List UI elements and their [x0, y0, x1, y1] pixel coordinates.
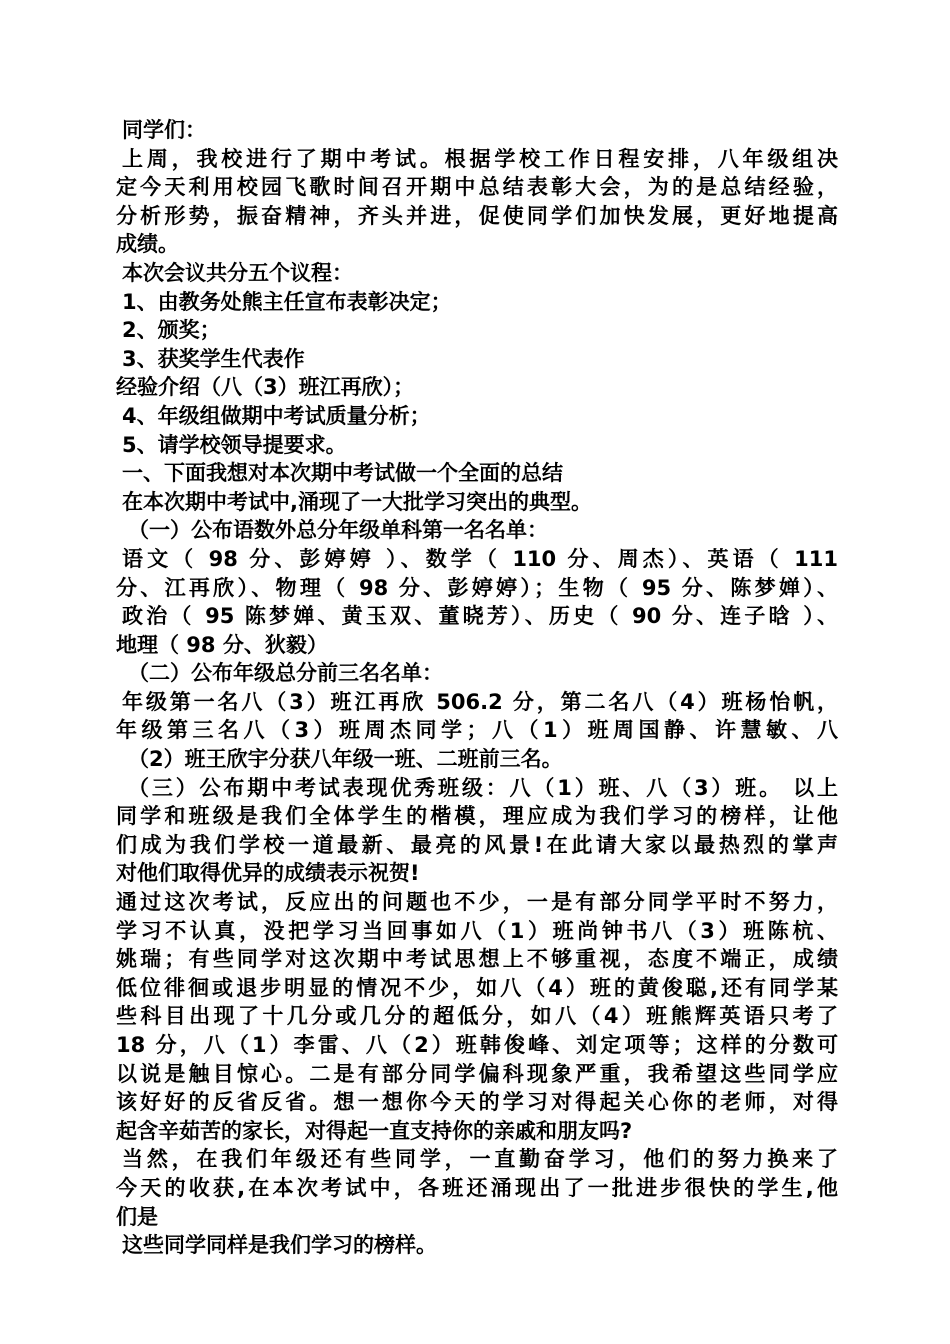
- paragraph-line: 以说是触目惊心。二是有部分同学偏科现象严重，我希望这些同学应: [116, 1061, 838, 1086]
- subsection-heading: （一）公布语数外总分年级单科第一名名单：: [128, 518, 548, 543]
- paragraph-line: 分、江再欣）、物理（ 98 分、彭婷婷）；生物（ 95 分、陈梦婵）、: [116, 575, 838, 600]
- agenda-item: 1、由教务处熊主任宣布表彰决定；: [122, 289, 452, 314]
- agenda-item: 3、获奖学生代表作: [122, 346, 305, 371]
- paragraph-line: 对他们取得优异的成绩表示祝贺!: [116, 861, 420, 886]
- paragraph-line: 通过这次考试，反应出的问题也不少，一是有部分同学平时不努力，: [116, 890, 838, 915]
- paragraph-line: 起含辛茹苦的家长，对得起一直支持你的亲戚和朋友吗?: [116, 1118, 633, 1143]
- paragraph-line: 该好好的反省反省。想一想你今天的学习对得起关心你的老师，对得: [116, 1090, 838, 1115]
- paragraph-line: 们成为我们学校一道最新、最亮的风景!在此请大家以最热烈的掌声: [116, 832, 838, 857]
- paragraph-line: 18 分，八（1）李雷、八（2）班韩俊峰、刘定项等；这样的分数可: [116, 1033, 838, 1057]
- paragraph-line: 低位徘徊或退步明显的情况不少，如八（4）班的黄俊聪,还有同学某: [116, 975, 838, 1000]
- paragraph-line: 上周，我校进行了期中考试。根据学校工作日程安排，八年级组决: [122, 146, 838, 171]
- paragraph-line: 定今天利用校园飞歌时间召开期中总结表彰大会，为的是总结经验，: [116, 175, 838, 200]
- subsection-heading: （三）公布期中考试表现优秀班级：八（1）班、八（3）班。 以上: [128, 775, 838, 800]
- paragraph-line: 同学和班级是我们全体学生的楷模，理应成为我们学习的榜样，让他: [116, 804, 838, 829]
- greeting: 同学们：: [122, 118, 206, 142]
- agenda-item: 2、颁奖；: [122, 318, 221, 343]
- paragraph-line: 姚瑞；有些同学对这次期中考试思想上不够重视，态度不端正，成绩: [116, 947, 838, 972]
- paragraph-line: 年级第一名八（3）班江再欣 506.2 分，第二名八（4）班杨怡帆，: [122, 689, 838, 714]
- agenda-item: 4、年级组做期中考试质量分析；: [122, 403, 431, 428]
- paragraph-line: （2）班王欣宇分获八年级一班、二班前三名。: [128, 747, 563, 772]
- paragraph-line: 学习不认真，没把学习当回事如八（1）班尚钟书八（3）班陈杭、: [116, 918, 838, 943]
- subsection-heading: （二）公布年级总分前三名名单：: [128, 661, 443, 686]
- agenda-heading: 本次会议共分五个议程：: [122, 260, 353, 285]
- paragraph-line: 分析形势，振奋精神，齐头并进，促使同学们加快发展，更好地提高: [116, 203, 838, 228]
- paragraph-line: 这些同学同样是我们学习的榜样。: [122, 1233, 437, 1258]
- paragraph-line: 政治（ 95 陈梦婵、黄玉双、董晓芳）、历史（ 90 分、连子晗 ）、: [122, 604, 838, 629]
- paragraph-line: 在本次期中考试中,涌现了一大批学习突出的典型。: [122, 489, 592, 514]
- paragraph-line: 年级第三名八（3）班周杰同学；八（1）班周国静、许慧敏、八: [116, 718, 838, 743]
- paragraph-line: 今天的收获,在本次考试中，各班还涌现出了一批进步很快的学生,他: [116, 1175, 838, 1200]
- agenda-item: 5、请学校领导提要求。: [122, 432, 347, 457]
- paragraph-line: 们是: [116, 1204, 158, 1229]
- paragraph-line: 成绩。: [116, 232, 179, 257]
- document-body: [116, 116, 838, 1260]
- agenda-item: 经验介绍（八（3）班江再欣）；: [116, 375, 415, 400]
- paragraph-line: 地理（ 98 分、狄毅）: [116, 632, 328, 657]
- paragraph-line: 些科目出现了十几分或几分的超低分，如八（4）班熊辉英语只考了: [116, 1004, 838, 1029]
- paragraph-line: 当然，在我们年级还有些同学，一直勤奋学习，他们的努力换来了: [122, 1147, 838, 1172]
- paragraph-line: 语文（ 98 分、彭婷婷 ）、数学（ 110 分、周杰）、英语（ 111: [122, 546, 838, 571]
- section-heading: 一、下面我想对本次期中考试做一个全面的总结: [122, 461, 563, 486]
